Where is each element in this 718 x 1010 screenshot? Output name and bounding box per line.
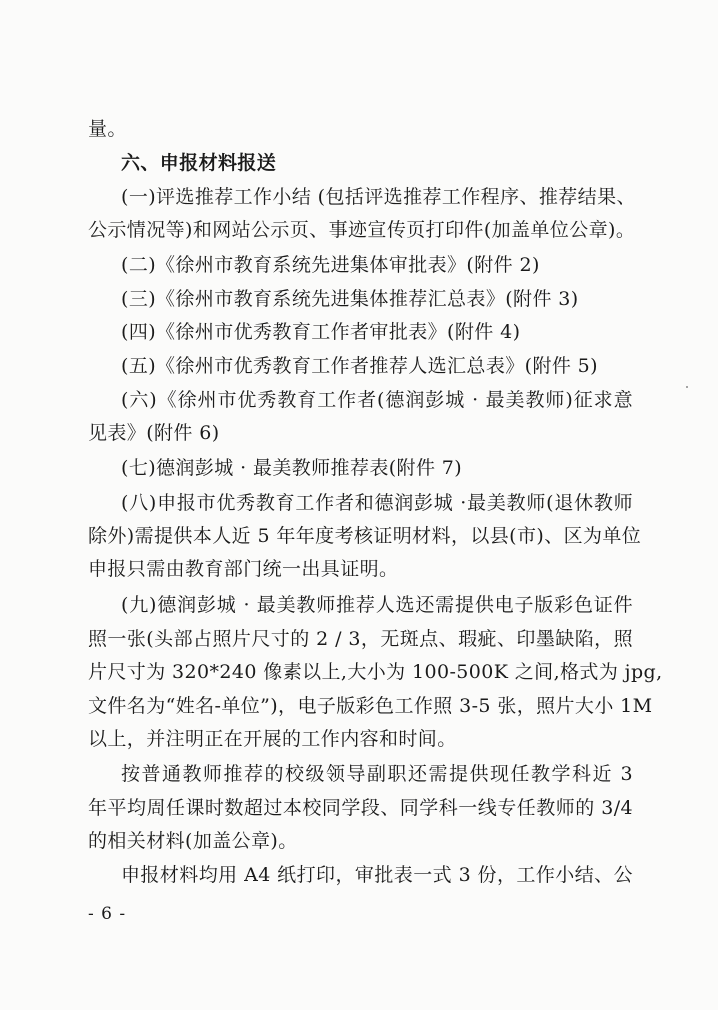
- text-line: 申报只需由教育部门统一出具证明。: [88, 558, 399, 580]
- text-line: (九)德润彭城 · 最美教师推荐人选还需提供电子版彩色证件: [121, 594, 633, 616]
- text-line: 以上，并注明正在开展的工作内容和时间。: [88, 728, 457, 750]
- text-line: (六)《徐州市优秀教育工作者(德润彭城 · 最美教师)征求意: [121, 389, 633, 411]
- text-line: 申报材料均用 A4 纸打印，审批表一式 3 份，工作小结、公: [121, 864, 633, 886]
- scan-speck: [686, 386, 688, 388]
- text-line: 片尺寸为 320*240 像素以上,大小为 100-500K 之间,格式为 jpg,: [88, 661, 663, 683]
- text-line: (五)《徐州市优秀教育工作者推荐人选汇总表》(附件 5): [121, 355, 598, 377]
- text-line: (二)《徐州市教育系统先进集体审批表》(附件 2): [121, 254, 540, 276]
- section-heading: 六、申报材料报送: [121, 152, 277, 174]
- text-line: 除外)需提供本人近 5 年年度考核证明材料，以县(市)、区为单位: [88, 525, 642, 547]
- text-line: 照一张(头部占照片尺寸的 2 / 3，无斑点、瑕疵、印墨缺陷，照: [88, 628, 633, 650]
- text-line: 年平均周任课时数超过本校同学段、同学科一线专任教师的 3/4: [88, 797, 633, 819]
- text-line: (四)《徐州市优秀教育工作者审批表》(附件 4): [121, 321, 521, 343]
- text-line: 的相关材料(加盖公章)。: [88, 830, 298, 852]
- text-line: (一)评选推荐工作小结 (包括评选推荐工作程序、推荐结果、: [121, 186, 636, 208]
- text-line: 按普通教师推荐的校级领导副职还需提供现任教学科近 3: [121, 763, 633, 785]
- text-line: 量。: [88, 118, 127, 140]
- text-line: (七)德润彭城 · 最美教师推荐表(附件 7): [121, 457, 463, 479]
- text-line: (八)申报市优秀教育工作者和德润彭城 ·最美教师(退休教师: [121, 492, 633, 514]
- text-line: 见表》(附件 6): [88, 422, 220, 444]
- text-line: (三)《徐州市教育系统先进集体推荐汇总表》(附件 3): [121, 288, 579, 310]
- text-line: 公示情况等)和网站公示页、事迹宣传页打印件(加盖单位公章)。: [88, 219, 636, 241]
- page-number: - 6 -: [88, 904, 127, 924]
- text-line: 文件名为“姓名-单位”)，电子版彩色工作照 3-5 张，照片大小 1M: [88, 695, 653, 717]
